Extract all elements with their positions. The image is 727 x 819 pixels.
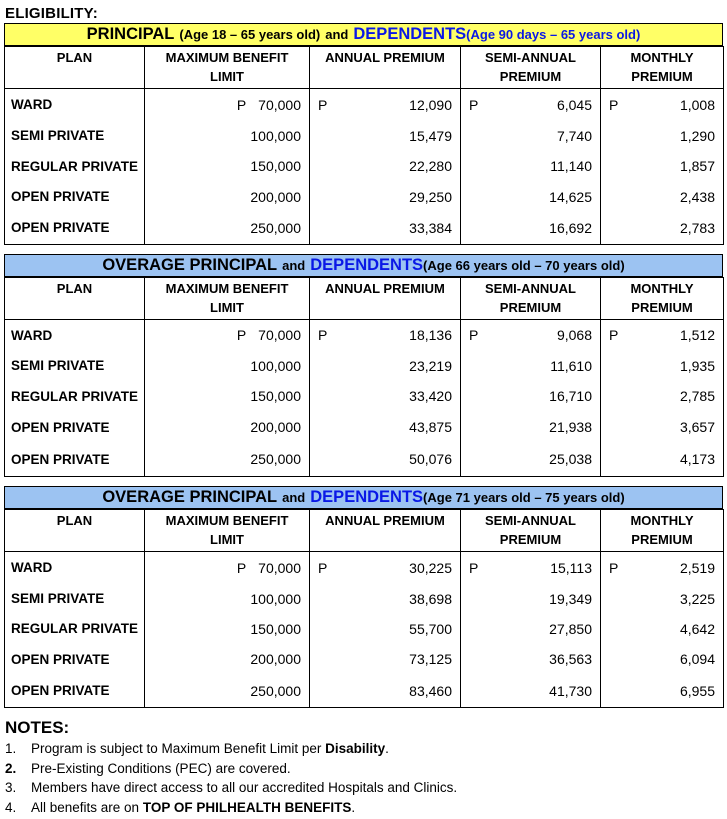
monthly-premium: 2,783 [601,212,724,245]
annual-premium: 15,479 [310,121,461,151]
annual-premium: P 30,225 [310,552,461,584]
semi-annual-premium: 27,850 [461,614,601,644]
benefit-limit: 200,000 [145,412,310,443]
col-semi-annual: SEMI-ANNUAL PREMIUM [461,47,601,89]
note-emphasis: Disability [325,741,386,756]
band-dependents: DEPENDENTS [310,256,424,274]
annual-premium: P 18,136 [310,320,461,351]
band-and: and [282,258,306,273]
monthly-premium: P 2,519 [601,552,724,584]
benefit-limit: 100,000 [145,351,310,381]
col-semi-annual: SEMI-ANNUAL PREMIUM [461,510,601,552]
section-principal [4,23,723,245]
annual-premium: 29,250 [310,182,461,212]
benefit-limit: 150,000 [145,381,310,412]
col-annual: ANNUAL PREMIUM [310,278,461,320]
plan-name: SEMI PRIVATE [5,351,145,381]
band-principal-age: (Age 18 – 65 years old) [179,27,321,42]
benefit-limit: 200,000 [145,644,310,675]
annual-premium: 50,076 [310,443,461,477]
band-principal: OVERAGE PRINCIPAL [102,488,278,506]
table-header-row [5,510,724,552]
monthly-premium: 2,785 [601,381,724,412]
benefit-limit: 250,000 [145,443,310,477]
plan-name: WARD [5,89,145,121]
table-row [5,182,724,212]
plan-name: OPEN PRIVATE [5,644,145,675]
premium-table [4,277,724,477]
annual-premium: 73,125 [310,644,461,675]
band-dependents-age: (Age 66 years old – 70 years old) [423,258,625,273]
plan-name: OPEN PRIVATE [5,412,145,443]
annual-premium: 38,698 [310,584,461,614]
semi-annual-premium: P 9,068 [461,320,601,351]
benefit-limit: 250,000 [145,212,310,245]
band-dependents-age: (Age 90 days – 65 years old) [466,27,641,42]
monthly-premium: 6,955 [601,675,724,708]
col-semi-annual: SEMI-ANNUAL PREMIUM [461,278,601,320]
semi-annual-premium: 36,563 [461,644,601,675]
plan-name: OPEN PRIVATE [5,675,145,708]
col-plan: PLAN [5,510,145,552]
eligibility-heading: ELIGIBILITY: [5,5,98,22]
benefit-limit: 150,000 [145,614,310,644]
table-row [5,644,724,675]
plan-name: OPEN PRIVATE [5,212,145,245]
col-monthly: MONTHLY PREMIUM [601,510,724,552]
benefit-limit: 100,000 [145,121,310,151]
premium-table [4,46,724,245]
section-overage-66-70 [4,254,723,477]
note-text: Program is subject to Maximum Benefit Limit per [31,741,326,756]
col-annual: ANNUAL PREMIUM [310,47,461,89]
monthly-premium: 4,173 [601,443,724,477]
monthly-premium: 3,657 [601,412,724,443]
note-text: All benefits are on [31,799,143,815]
section-band [4,254,723,277]
semi-annual-premium: 14,625 [461,182,601,212]
monthly-premium: 3,225 [601,584,724,614]
semi-annual-premium: 11,140 [461,151,601,182]
plan-name: WARD [5,320,145,351]
table-row [5,351,724,381]
monthly-premium: P 1,512 [601,320,724,351]
note-item [5,780,457,800]
col-plan: PLAN [5,47,145,89]
semi-annual-premium: 7,740 [461,121,601,151]
table-row [5,552,724,584]
annual-premium: 23,219 [310,351,461,381]
col-max-benefit: MAXIMUM BENEFIT LIMIT [145,510,310,552]
band-dependents-age: (Age 71 years old – 75 years old) [423,490,625,505]
monthly-premium: 1,935 [601,351,724,381]
band-dependents: DEPENDENTS [353,25,467,43]
plan-name: REGULAR PRIVATE [5,381,145,412]
band-principal: PRINCIPAL [86,25,175,43]
monthly-premium: 1,290 [601,121,724,151]
note-number: 2. [5,760,17,776]
benefit-limit: 200,000 [145,182,310,212]
note-number: 4. [5,799,17,815]
premium-table [4,509,724,708]
table-row [5,89,724,121]
annual-premium: 33,384 [310,212,461,245]
semi-annual-premium: 21,938 [461,412,601,443]
table-row [5,212,724,245]
monthly-premium: 1,857 [601,151,724,182]
monthly-premium: 2,438 [601,182,724,212]
plan-name: SEMI PRIVATE [5,121,145,151]
col-annual: ANNUAL PREMIUM [310,510,461,552]
table-header-row [5,278,724,320]
notes-title: NOTES: [5,718,70,737]
monthly-premium: 4,642 [601,614,724,644]
table-row [5,320,724,351]
note-item: 1. Program is subject to Maximum Benefit Limit per Disability. [5,741,457,761]
semi-annual-premium: 19,349 [461,584,601,614]
note-text: Pre-Existing Conditions (PEC) are covered. [31,760,291,776]
note-item [5,761,457,781]
plan-name: OPEN PRIVATE [5,443,145,477]
section-band [4,486,723,509]
annual-premium: P 12,090 [310,89,461,121]
note-number: 3. [5,780,17,795]
benefit-limit: P 70,000 [145,89,310,121]
plan-name: REGULAR PRIVATE [5,614,145,644]
semi-annual-premium: P 15,113 [461,552,601,584]
monthly-premium: P 1,008 [601,89,724,121]
band-and: and [325,27,349,42]
col-max-benefit: MAXIMUM BENEFIT LIMIT [145,278,310,320]
annual-premium: 55,700 [310,614,461,644]
semi-annual-premium: 25,038 [461,443,601,477]
table-row [5,121,724,151]
col-max-benefit: MAXIMUM BENEFIT LIMIT [145,47,310,89]
table-row [5,584,724,614]
benefit-limit: P 70,000 [145,320,310,351]
annual-premium: 33,420 [310,381,461,412]
col-plan: PLAN [5,278,145,320]
table-row [5,675,724,708]
table-row [5,151,724,182]
notes-list [5,741,457,819]
section-overage-71-75 [4,486,723,708]
table-row [5,443,724,477]
band-principal: OVERAGE PRINCIPAL [102,256,278,274]
plan-name: OPEN PRIVATE [5,182,145,212]
semi-annual-premium: 16,692 [461,212,601,245]
note-item: 4. All benefits are on TOP OF PHILHEALTH BENEFITS. [5,800,457,819]
note-number: 1. [5,741,17,756]
semi-annual-premium: P 6,045 [461,89,601,121]
table-row [5,412,724,443]
plan-name: SEMI PRIVATE [5,584,145,614]
band-dependents: DEPENDENTS [310,488,424,506]
annual-premium: 83,460 [310,675,461,708]
section-band [4,23,723,46]
semi-annual-premium: 16,710 [461,381,601,412]
benefit-limit: 100,000 [145,584,310,614]
note-emphasis: TOP OF PHILHEALTH BENEFITS [142,799,352,815]
semi-annual-premium: 41,730 [461,675,601,708]
semi-annual-premium: 11,610 [461,351,601,381]
col-monthly: MONTHLY PREMIUM [601,47,724,89]
annual-premium: 43,875 [310,412,461,443]
note-text: Members have direct access to all our accredited Hospitals and Clinics. [31,780,458,795]
benefit-limit: 250,000 [145,675,310,708]
table-row [5,381,724,412]
col-monthly: MONTHLY PREMIUM [601,278,724,320]
table-row [5,614,724,644]
benefit-limit: P 70,000 [145,552,310,584]
plan-name: WARD [5,552,145,584]
band-and: and [282,490,306,505]
benefit-limit: 150,000 [145,151,310,182]
plan-name: REGULAR PRIVATE [5,151,145,182]
monthly-premium: 6,094 [601,644,724,675]
annual-premium: 22,280 [310,151,461,182]
table-header-row [5,47,724,89]
